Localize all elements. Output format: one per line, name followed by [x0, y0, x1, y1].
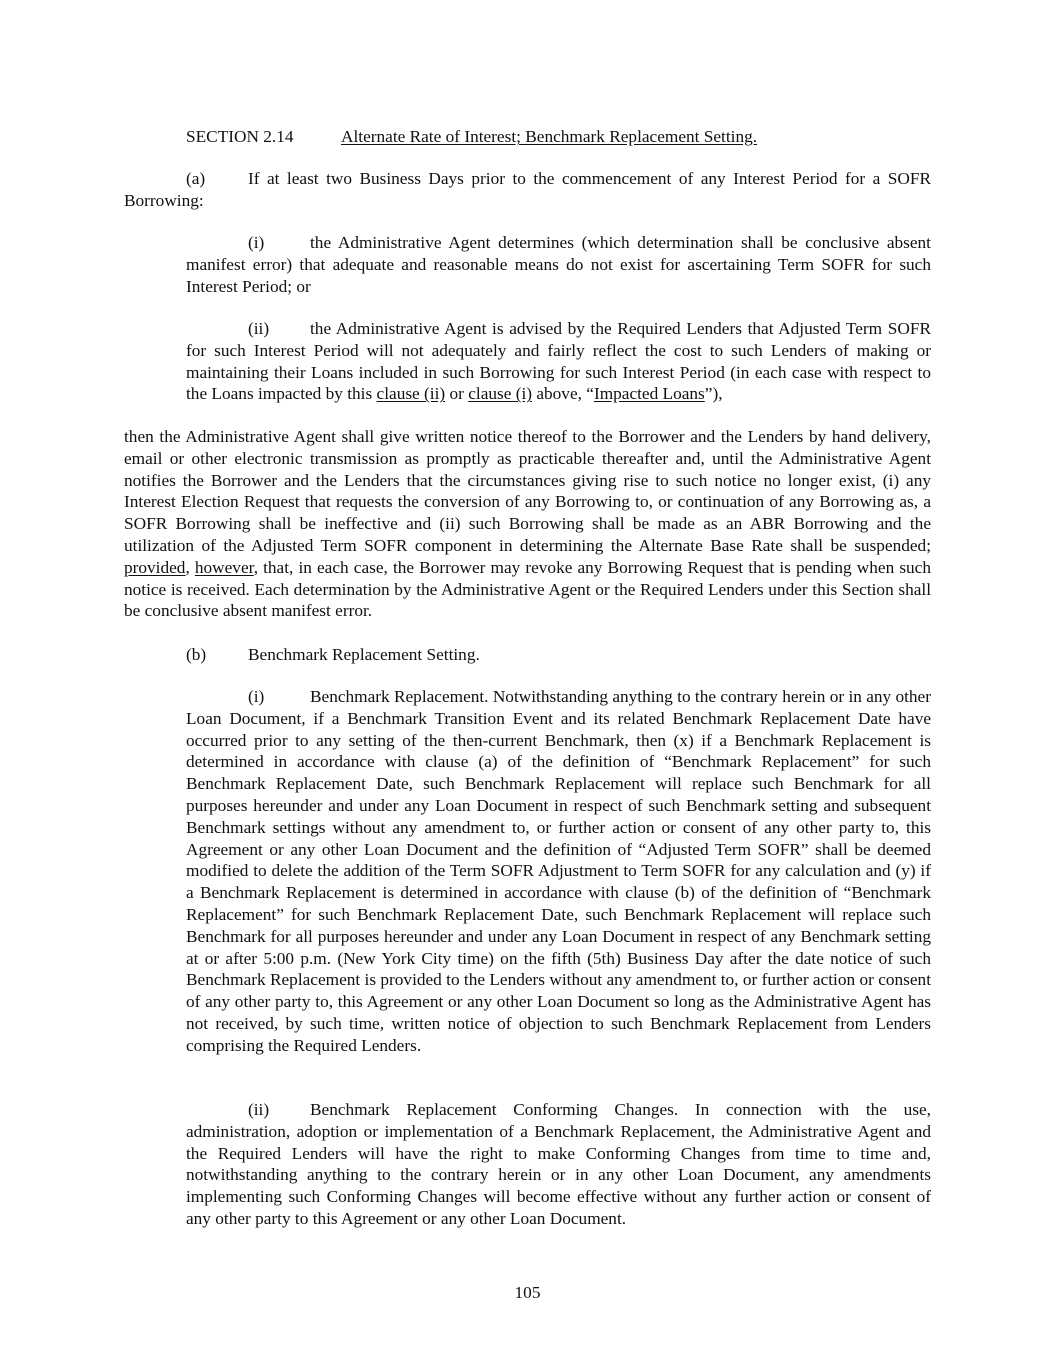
paragraph-a-ii — [186, 318, 931, 405]
paragraph-b-label: (b) — [186, 645, 207, 664]
paragraph-b-ii-text: Benchmark Replacement Conforming Changes. In connection with the use, administration, adoption or implementation of a Benchmark Replacement, the Administrative Agent and the Required Lenders will have the right to make Conforming Changes from time to time and, notwithstanding anything to the contrary herein or in any other Loan Document, any amendments implementing such Conforming Changes will become effective without any further action or consent of any other party to this Agreement or any other Loan Document. — [186, 1100, 931, 1228]
paragraph-b-ii-label: (ii) — [248, 1100, 270, 1119]
clause-i-reference: clause (i) — [468, 384, 533, 404]
paragraph-b-i-label: (i) — [248, 687, 265, 706]
paragraph-a-label: (a) — [186, 169, 206, 188]
proviso-however: however — [194, 557, 254, 577]
paragraph-b-ii — [186, 1099, 931, 1230]
clause-ii-reference: clause (ii) — [376, 384, 446, 404]
paragraph-a-i — [186, 232, 931, 297]
page-number: 105 — [514, 1283, 541, 1302]
paragraph-a-ii-text-4: ”), — [704, 384, 723, 404]
paragraph-then-text-1: then the Administrative Agent shall give written notice thereof to the Borrower and the Lenders by hand delivery, email or other electronic transmission as promptly as practicable thereafter and, until the Administrative Agent notifies the Borrower and the Lenders that the circumstances giving rise to such notice no longer exist, (i) any Interest Election Request that requests the conversion of any Borrowing to, or continuation of any Borrowing as, a SOFR Borrowing shall be ineffective and (ii) such Borrowing shall be made as an ABR Borrowing and the utilization of the Adjusted Term SOFR component in determining the Alternate Base Rate shall be suspended; — [124, 427, 931, 555]
section-number: SECTION 2.14 — [186, 127, 294, 146]
paragraph-then-text-3: , that, in each case, the Borrower may revoke any Borrowing Request that is pending when such notice is received. Each determination by the Administrative Agent or the Required Lenders under this Section shall be conclusive absent manifest error. — [124, 557, 931, 621]
paragraph-a-ii-text-3: above, “ — [532, 384, 594, 404]
proviso-provided: provided — [124, 557, 186, 577]
paragraph-b-i-text: Benchmark Replacement. Notwithstanding anything to the contrary herein or in any other Loan Document, if a Benchmark Transition Event and its related Benchmark Replacement Date have occurred prior to any setting of the then-current Benchmark, then (x) if a Benchmark Replacement is determined in accordance with clause (a) of the definition of “Benchmark Replacement” for such Benchmark Replacement Date, such Benchmark Replacement will replace such Benchmark for all purposes hereunder and under any Loan Document in respect of such Benchmark setting and subsequent Benchmark settings without any amendment to, or further action or consent of any other party to, this Agreement or any other Loan Document and the definition of “Adjusted Term SOFR” shall be deemed modified to delete the addition of the Term SOFR Adjustment to Term SOFR for any calculation and (y) if a Benchmark Replacement is determined in accordance with clause (b) of the definition of “Benchmark Replacement” for such Benchmark Replacement Date, such Benchmark Replacement will replace such Benchmark for all purposes hereunder and under any Loan Document in respect of any Benchmark setting at or after 5:00 p.m. (New York City time) on the fifth (5th) Business Day after the date notice of such Benchmark Replacement is provided to the Lenders without any amendment to, or further action or consent of any other party to, this Agreement or any other Loan Document so long as the Administrative Agent has not received, by such time, written notice of objection to such Benchmark Replacement from Lenders comprising the Required Lenders. — [186, 687, 931, 1055]
paragraph-b-i — [186, 686, 931, 1057]
defined-term-impacted-loans: Impacted Loans — [593, 384, 705, 404]
paragraph-b — [186, 644, 931, 666]
paragraph-a-i-text: the Administrative Agent determines (which determination shall be conclusive absent manifest error) that adequate and reasonable means do not exist for ascertaining Term SOFR for such Interest Period; or — [186, 233, 931, 296]
paragraph-then-text-2: , — [185, 557, 195, 577]
section-heading — [186, 126, 757, 148]
paragraph-a — [124, 168, 931, 212]
section-title: Alternate Rate of Interest; Benchmark Replacement Setting. — [341, 127, 758, 146]
paragraph-a-text: If at least two Business Days prior to the commencement of any Interest Period for a SOFR Borrowing: — [124, 169, 931, 210]
paragraph-a-ii-text-2: or — [445, 384, 469, 404]
paragraph-a-i-label: (i) — [248, 233, 265, 252]
paragraph-then — [124, 426, 931, 622]
paragraph-b-text: Benchmark Replacement Setting. — [248, 645, 480, 664]
paragraph-a-ii-label: (ii) — [248, 319, 270, 338]
paragraph-a-ii-text-1: the Administrative Agent is advised by the Required Lenders that Adjusted Term SOFR for such Interest Period will not adequately and fairly reflect the cost to such Lenders of making or maintaining their Loans included in such Borrowing for such Interest Period (in each case with respect to the Loans impacted by this — [186, 319, 931, 404]
